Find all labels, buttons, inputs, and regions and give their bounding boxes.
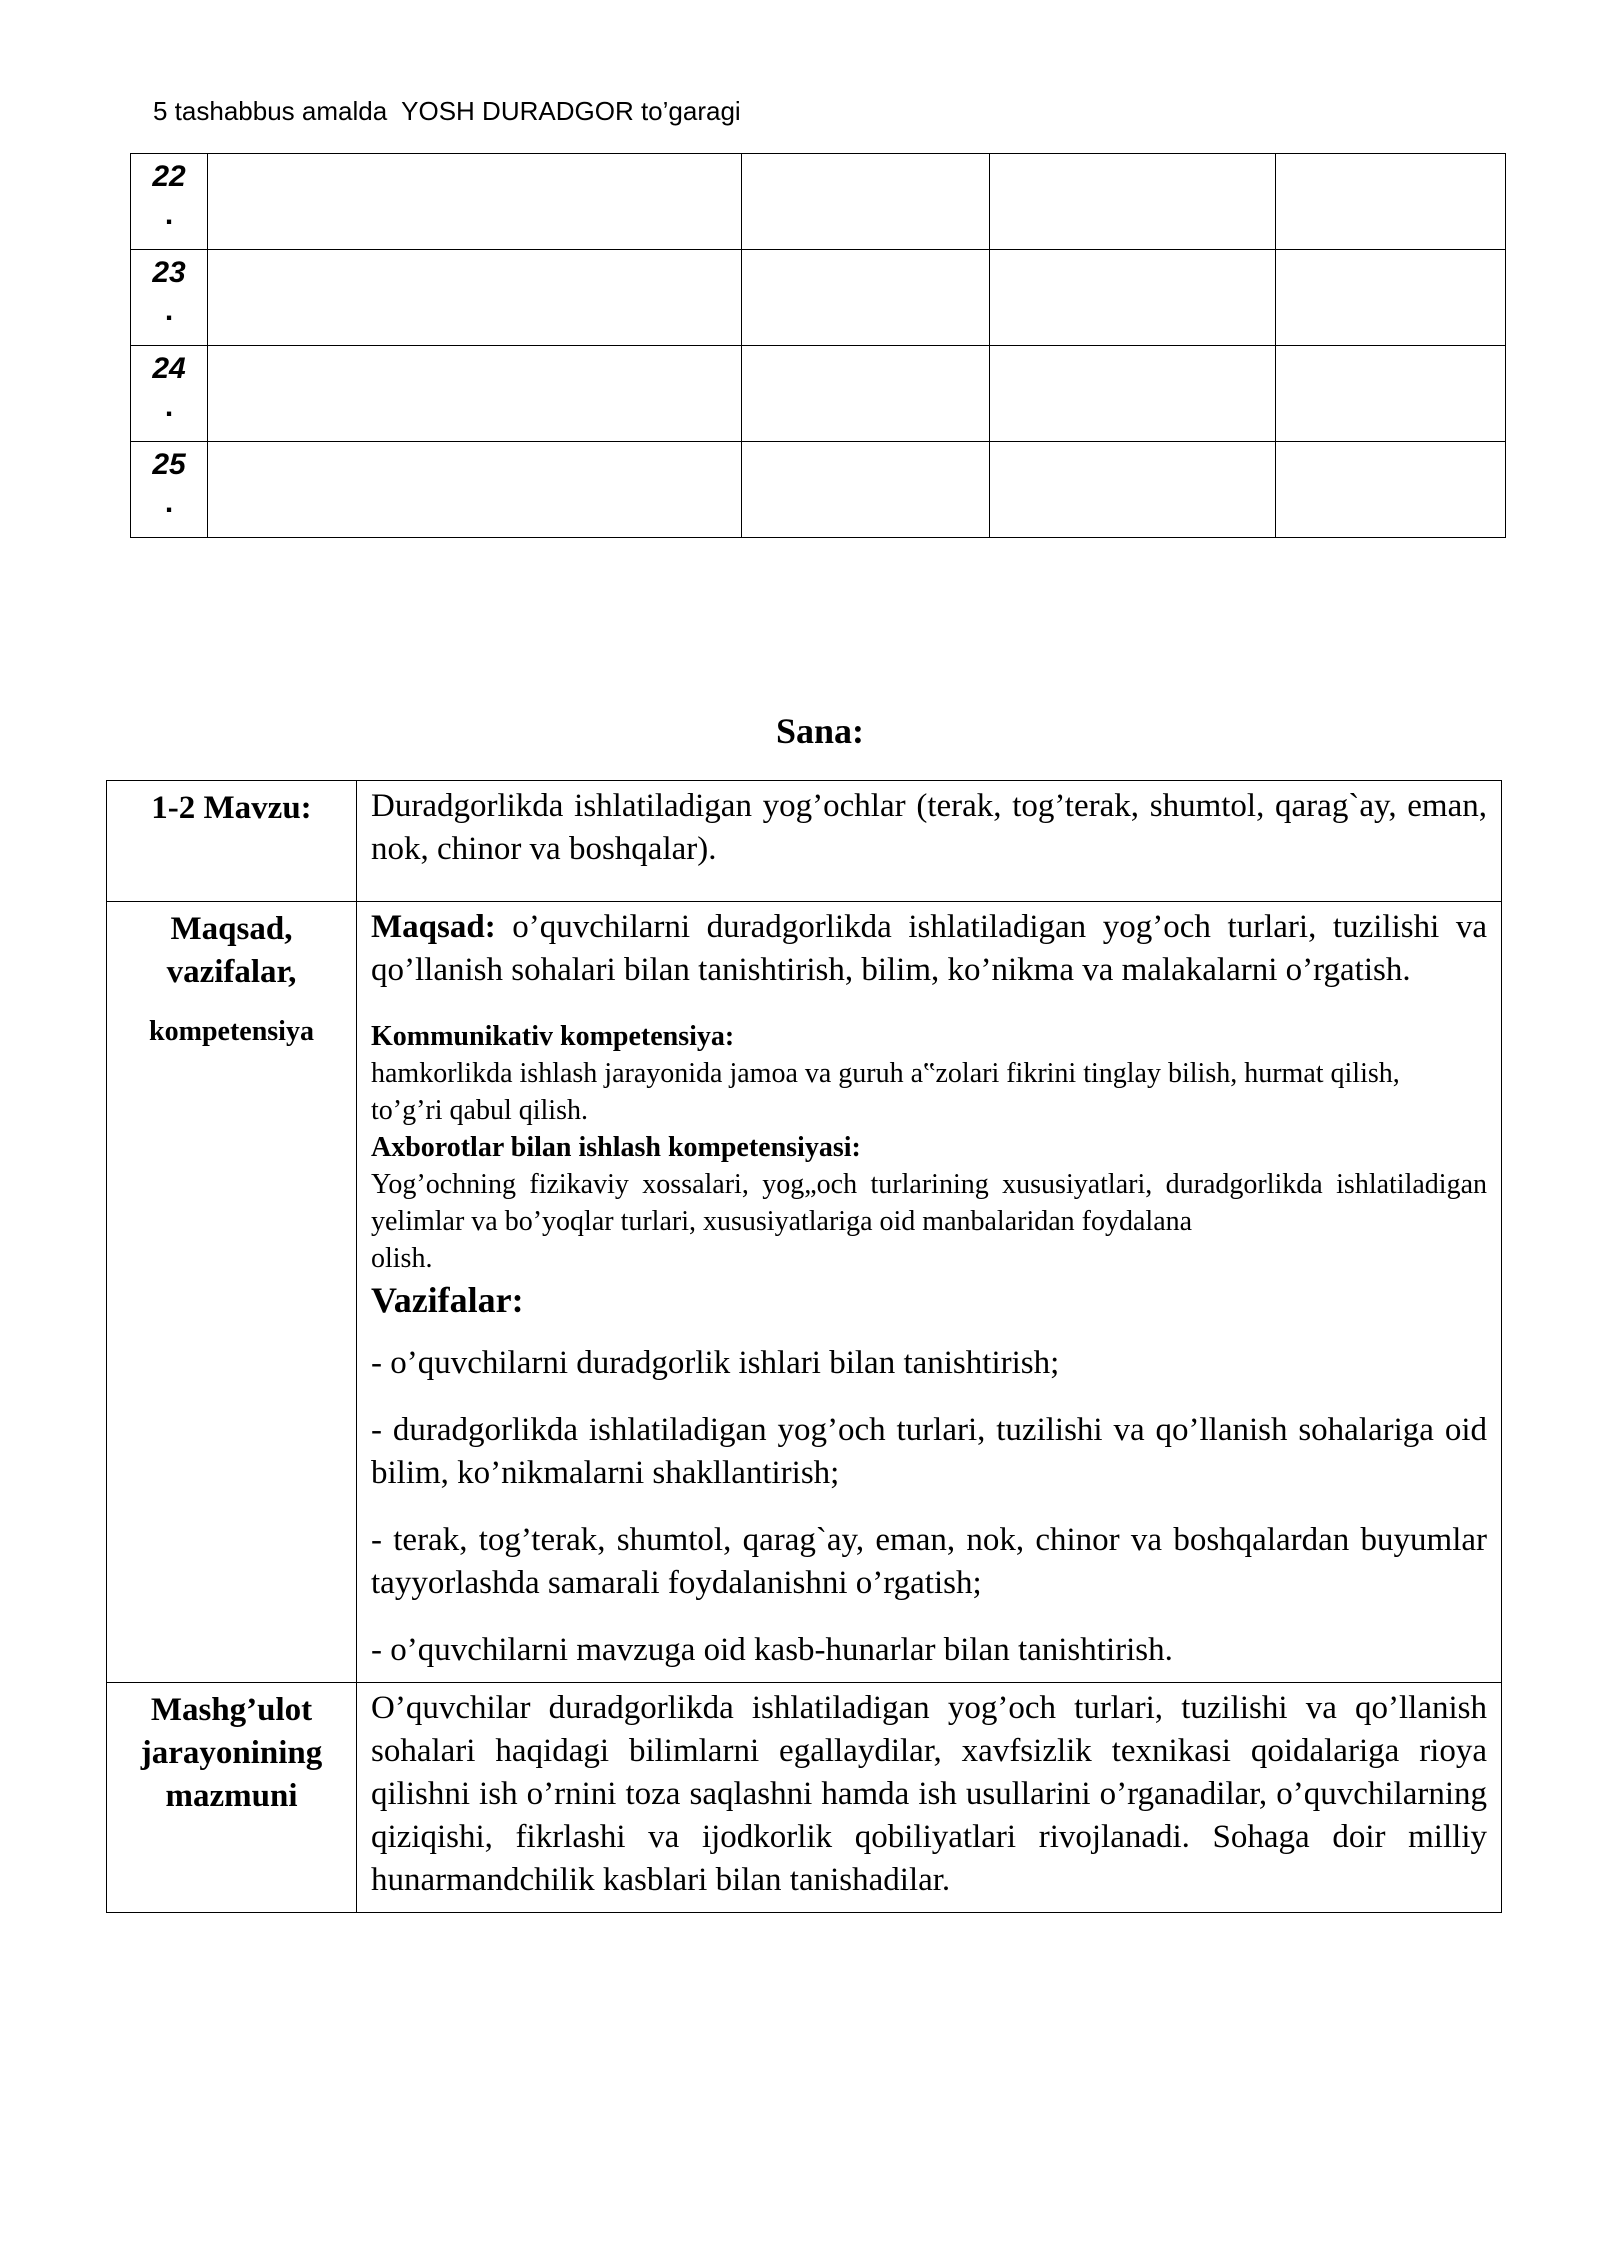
top-table <box>130 153 1506 538</box>
list-item: - o’quvchilarni duradgorlik ishlari bilan tanishtirish; <box>371 1345 1060 1381</box>
table-row <box>131 346 1506 442</box>
maqsad-heading: Maqsad: <box>371 909 496 945</box>
list-item: - o’quvchilarni mavzuga oid kasb-hunarlar bilan tanishtirish. <box>371 1632 1173 1668</box>
row-number: 22 . <box>131 154 208 250</box>
mavzu-row <box>107 781 1502 902</box>
table-cell <box>742 442 990 538</box>
axb-text: Yog’ochning fizikaviy xossalari, yog„och turlarining xususiyatlari, duradgorlikda ishlatiladigan yelimlar va bo’yoqlar turlari, xususiyatlariga oid manbalaridan foydalana <box>371 1169 1487 1237</box>
lesson-plan-table <box>106 780 1502 1913</box>
table-row <box>131 442 1506 538</box>
row-number: 23 . <box>131 250 208 346</box>
table-cell <box>990 154 1276 250</box>
vazifalar-heading: Vazifalar: <box>371 1280 524 1320</box>
mazmun-label: Mashg’ulot jarayonining mazmuni <box>107 1683 357 1913</box>
mavzu-text: Duradgorlikda ishlatiladigan yog’ochlar (terak, tog’terak, shumtol, qarag`ay, eman, nok, chinor va boshqalar). <box>357 781 1502 902</box>
table-row <box>131 250 1506 346</box>
date-label: Sana: <box>775 711 865 751</box>
table-cell <box>208 250 742 346</box>
maqsad-row <box>107 902 1502 1683</box>
table-cell <box>990 442 1276 538</box>
komm-text: hamkorlikda ishlash jarayonida jamoa va guruh a‟zolari fikrini tinglay bilish, hurmat qilish, <box>371 1058 1400 1089</box>
mazmun-row <box>107 1683 1502 1913</box>
table-cell <box>742 250 990 346</box>
table-row <box>131 154 1506 250</box>
row-number: 24 . <box>131 346 208 442</box>
table-cell <box>990 250 1276 346</box>
table-cell <box>742 346 990 442</box>
table-cell <box>208 154 742 250</box>
komm-heading: Kommunikativ kompetensiya: <box>371 1021 735 1052</box>
maqsad-label: Maqsad, vazifalar, kompetensiya <box>107 902 357 1683</box>
maqsad-content <box>357 902 1502 1683</box>
table-cell <box>1276 346 1506 442</box>
table-cell <box>208 346 742 442</box>
maqsad-text: o’quvchilarni duradgorlikda ishlatiladigan yog’och turlari, tuzilishi va qo’llanish sohalari bilan tanishtirish, bilim, ko’nikma va malakalarni o’rgatish. <box>371 909 1487 988</box>
list-item: - terak, tog’terak, shumtol, qarag`ay, eman, nok, chinor va boshqalardan buyumlar tayyorlashda samarali foydalanishni o’rgatish; <box>371 1522 1487 1601</box>
axb-text-2: olish. <box>371 1243 433 1274</box>
table-cell <box>1276 250 1506 346</box>
table-cell <box>1276 154 1506 250</box>
table-cell <box>990 346 1276 442</box>
table-cell <box>1276 442 1506 538</box>
axb-heading: Axborotlar bilan ishlash kompetensiyasi: <box>371 1132 861 1163</box>
mazmun-text: O’quvchilar duradgorlikda ishlatiladigan yog’och turlari, tuzilishi va qo’llanish sohalari haqidagi bilimlarni egallaydilar, xavfsizlik texnikasi qoidalariga rioya qilishni ish o’rnini toza saqlashni hamda ish usullarini o’rganadilar, o’quvchilarning qiziqishi, fikrlashi va ijodkorlik qobiliyatlari rivojlanadi. Sohaga doir milliy hunarmandchilik kasblari bilan tanishadilar. <box>357 1683 1502 1913</box>
table-cell <box>742 154 990 250</box>
mavzu-label: 1-2 Mavzu: <box>107 781 357 902</box>
page-header: 5 tashabbus amalda YOSH DURADGOR to’garagi <box>153 96 741 126</box>
list-item: - duradgorlikda ishlatiladigan yog’och turlari, tuzilishi va qo’llanish sohalariga oid bilim, ko’nikmalarni shakllantirish; <box>371 1412 1487 1491</box>
row-number: 25 . <box>131 442 208 538</box>
table-cell <box>208 442 742 538</box>
komm-text-2: to’g’ri qabul qilish. <box>371 1095 588 1126</box>
